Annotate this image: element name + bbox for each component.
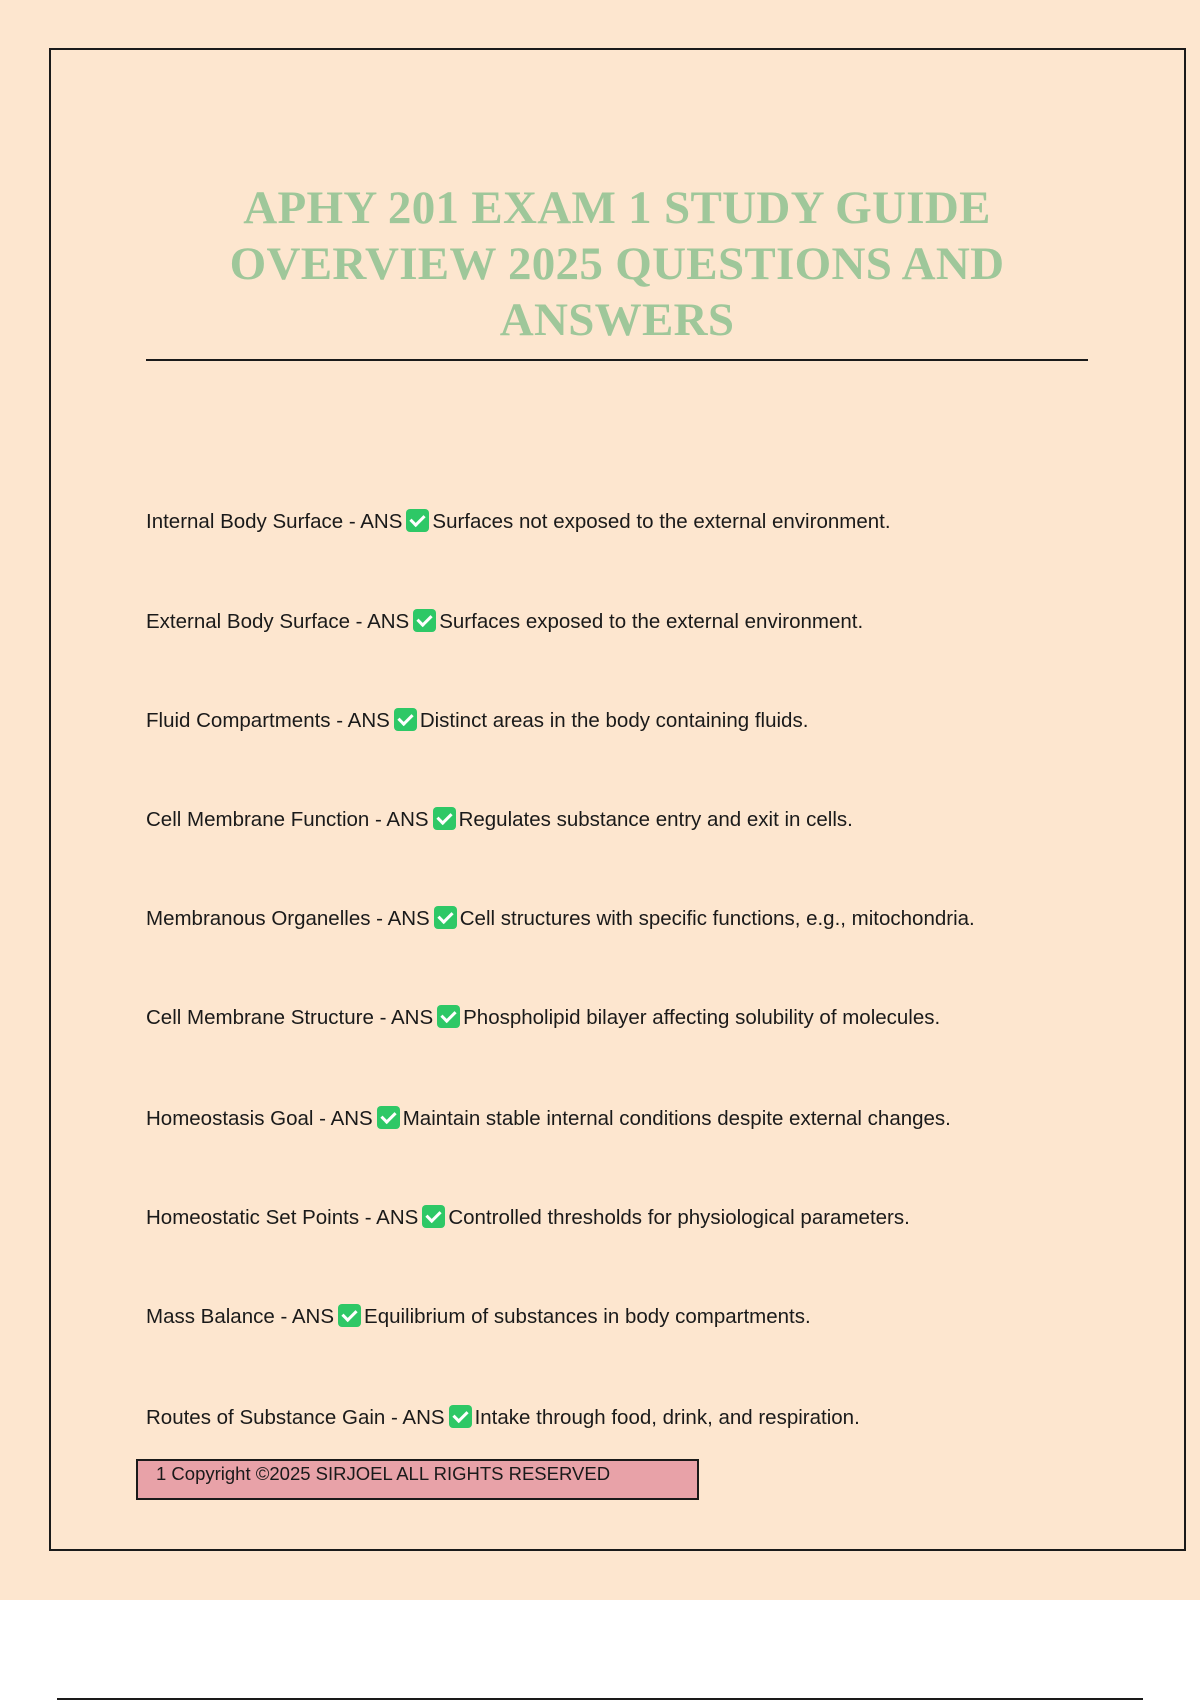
check-mark-icon (338, 1304, 361, 1327)
qa-item (146, 1005, 940, 1031)
qa-answer: Surfaces not exposed to the external environment. (432, 510, 891, 533)
qa-term: Homeostatic Set Points (146, 1206, 360, 1229)
qa-item (146, 807, 853, 833)
qa-separator: - (343, 510, 361, 533)
qa-term: Internal Body Surface (146, 510, 344, 533)
qa-item (146, 609, 863, 635)
ans-label: ANS (360, 510, 403, 533)
qa-item (146, 1304, 811, 1330)
qa-term: Membranous Organelles (146, 907, 371, 930)
check-mark-icon (394, 708, 417, 731)
qa-answer: Phospholipid bilayer affecting solubility of molecules. (463, 1006, 941, 1029)
ans-label: ANS (330, 1107, 373, 1130)
qa-answer: Cell structures with specific functions, e.g., mitochondria. (459, 907, 975, 930)
qa-item (146, 1106, 951, 1132)
qa-term: Fluid Compartments (146, 709, 331, 732)
ans-label: ANS (387, 907, 430, 930)
check-mark-icon (406, 509, 429, 532)
ans-label: ANS (347, 709, 390, 732)
ans-label: ANS (376, 1206, 419, 1229)
qa-item (146, 708, 808, 734)
check-mark-icon (413, 609, 436, 632)
qa-separator: - (385, 1406, 403, 1429)
qa-answer: Equilibrium of substances in body compartments. (364, 1305, 811, 1328)
copyright-footer (136, 1459, 699, 1500)
qa-item (146, 1205, 910, 1231)
ans-label: ANS (386, 808, 429, 831)
qa-answer: Distinct areas in the body containing fluids. (419, 709, 809, 732)
check-mark-icon (377, 1106, 400, 1129)
qa-answer: Maintain stable internal conditions despite external changes. (402, 1107, 951, 1130)
qa-term: Cell Membrane Structure (146, 1006, 374, 1029)
check-mark-icon (437, 1005, 460, 1028)
qa-separator: - (349, 610, 368, 633)
qa-separator: - (274, 1305, 292, 1328)
qa-item (146, 1405, 860, 1431)
qa-separator: - (370, 907, 388, 930)
qa-term: Mass Balance (146, 1305, 275, 1328)
ans-label: ANS (367, 610, 410, 633)
ans-label: ANS (291, 1305, 335, 1328)
qa-term: Cell Membrane Function (146, 808, 370, 831)
check-mark-icon (434, 906, 457, 929)
qa-item (146, 509, 891, 535)
qa-answer: Controlled thresholds for physiological parameters. (448, 1206, 910, 1229)
check-mark-icon (422, 1205, 445, 1228)
check-mark-icon (433, 807, 456, 830)
copyright-text: 1 Copyright ©2025 SIRJOEL ALL RIGHTS RESERVED (156, 1463, 611, 1484)
qa-answer: Regulates substance entry and exit in cells. (458, 808, 853, 831)
check-mark-icon (449, 1405, 472, 1428)
qa-answer: Intake through food, drink, and respiration. (474, 1406, 860, 1429)
qa-answer: Surfaces exposed to the external environment. (439, 610, 864, 633)
page-title: APHY 201 EXAM 1 STUDY GUIDE OVERVIEW 2025 QUESTIONS AND ANSWERS (229, 182, 1005, 346)
qa-term: Routes of Substance Gain (146, 1406, 386, 1429)
qa-term: Homeostasis Goal (146, 1107, 314, 1130)
title-divider (146, 359, 1088, 361)
ans-label: ANS (402, 1406, 445, 1429)
qa-separator: - (369, 808, 387, 831)
ans-label: ANS (390, 1006, 434, 1029)
qa-item (146, 906, 975, 932)
qa-term: External Body Surface (146, 610, 350, 633)
qa-separator: - (313, 1107, 331, 1130)
qa-separator: - (330, 709, 348, 732)
qa-separator: - (359, 1206, 377, 1229)
qa-separator: - (373, 1006, 391, 1029)
